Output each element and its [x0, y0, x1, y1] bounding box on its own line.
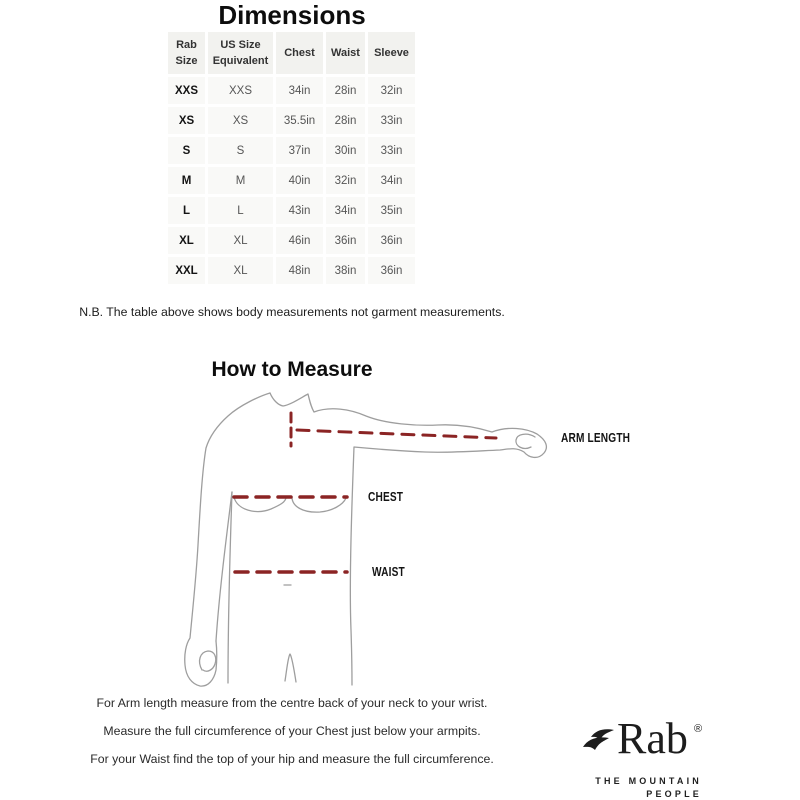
brand-tagline-line1: THE MOUNTAIN	[595, 776, 702, 786]
table-cell: XXL	[168, 257, 205, 284]
table-cell: 34in	[326, 197, 365, 224]
table-cell: XL	[208, 227, 273, 254]
table-cell: 32in	[368, 77, 415, 104]
right-pec-curve	[292, 497, 346, 512]
left-pec-curve	[234, 497, 286, 512]
left-arm-outline	[185, 393, 270, 686]
table-cell: 36in	[368, 257, 415, 284]
rab-bird-icon	[583, 728, 618, 751]
table-cell: 30in	[326, 137, 365, 164]
column-header-chest: Chest	[276, 32, 323, 74]
table-cell: 28in	[326, 77, 365, 104]
right-hand-thumb	[516, 434, 535, 448]
table-cell: 36in	[368, 227, 415, 254]
registered-trademark-icon: ®	[694, 723, 703, 735]
table-cell: L	[208, 197, 273, 224]
table-cell: XS	[208, 107, 273, 134]
table-cell: 46in	[276, 227, 323, 254]
arm-instruction: For Arm length measure from the centre back of your neck to your wrist.	[96, 696, 488, 710]
body-measurement-diagram	[180, 380, 600, 700]
left-hand-thumb	[200, 651, 216, 671]
table-cell: 43in	[276, 197, 323, 224]
waist-label: WAIST	[372, 564, 405, 579]
table-cell: 33in	[368, 107, 415, 134]
crotch-line	[285, 654, 296, 682]
table-cell: 35in	[368, 197, 415, 224]
table-cell: 40in	[276, 167, 323, 194]
table-cell: XXS	[168, 77, 205, 104]
column-header-waist: Waist	[326, 32, 365, 74]
body-measurement-note: N.B. The table above shows body measurements not garment measurements.	[79, 305, 505, 319]
table-cell: XL	[168, 227, 205, 254]
table-cell: 37in	[276, 137, 323, 164]
table-cell: XL	[208, 257, 273, 284]
table-cell: XS	[168, 107, 205, 134]
page-title: Dimensions	[218, 0, 366, 30]
arm-length-label: ARM LENGTH	[561, 430, 631, 445]
table-cell: 38in	[326, 257, 365, 284]
table-cell: 28in	[326, 107, 365, 134]
table-cell: M	[168, 167, 205, 194]
table-cell: S	[208, 137, 273, 164]
table-row	[168, 257, 415, 284]
table-cell: 48in	[276, 257, 323, 284]
table-row	[168, 227, 415, 254]
table-cell: 36in	[326, 227, 365, 254]
table-row	[168, 107, 415, 134]
table-header-row	[168, 32, 415, 74]
table-row	[168, 197, 415, 224]
rab-logo-text: Rab	[617, 714, 688, 763]
table-cell: 34in	[276, 77, 323, 104]
table-row	[168, 77, 415, 104]
table-cell: S	[168, 137, 205, 164]
chest-instruction: Measure the full circumference of your Chest just below your armpits.	[103, 724, 481, 738]
arm-dash-line	[297, 430, 496, 438]
column-header-us-size: US Size Equivalent	[208, 32, 273, 74]
waist-instruction: For your Waist find the top of your hip and measure the full circumference.	[90, 752, 494, 766]
table-cell: 33in	[368, 137, 415, 164]
table-cell: 32in	[326, 167, 365, 194]
chest-label: CHEST	[368, 489, 404, 504]
column-header-sleeve: Sleeve	[368, 32, 415, 74]
how-to-measure-title: How to Measure	[211, 358, 373, 381]
brand-tagline-line2: PEOPLE	[646, 789, 702, 799]
table-cell: L	[168, 197, 205, 224]
table-row	[168, 167, 415, 194]
table-row	[168, 137, 415, 164]
table-cell: 35.5in	[276, 107, 323, 134]
column-header-rab-size: Rab Size	[168, 32, 205, 74]
table-cell: M	[208, 167, 273, 194]
torso-arm-outline	[270, 393, 546, 685]
table-cell: XXS	[208, 77, 273, 104]
table-cell: 34in	[368, 167, 415, 194]
size-table	[165, 29, 418, 287]
